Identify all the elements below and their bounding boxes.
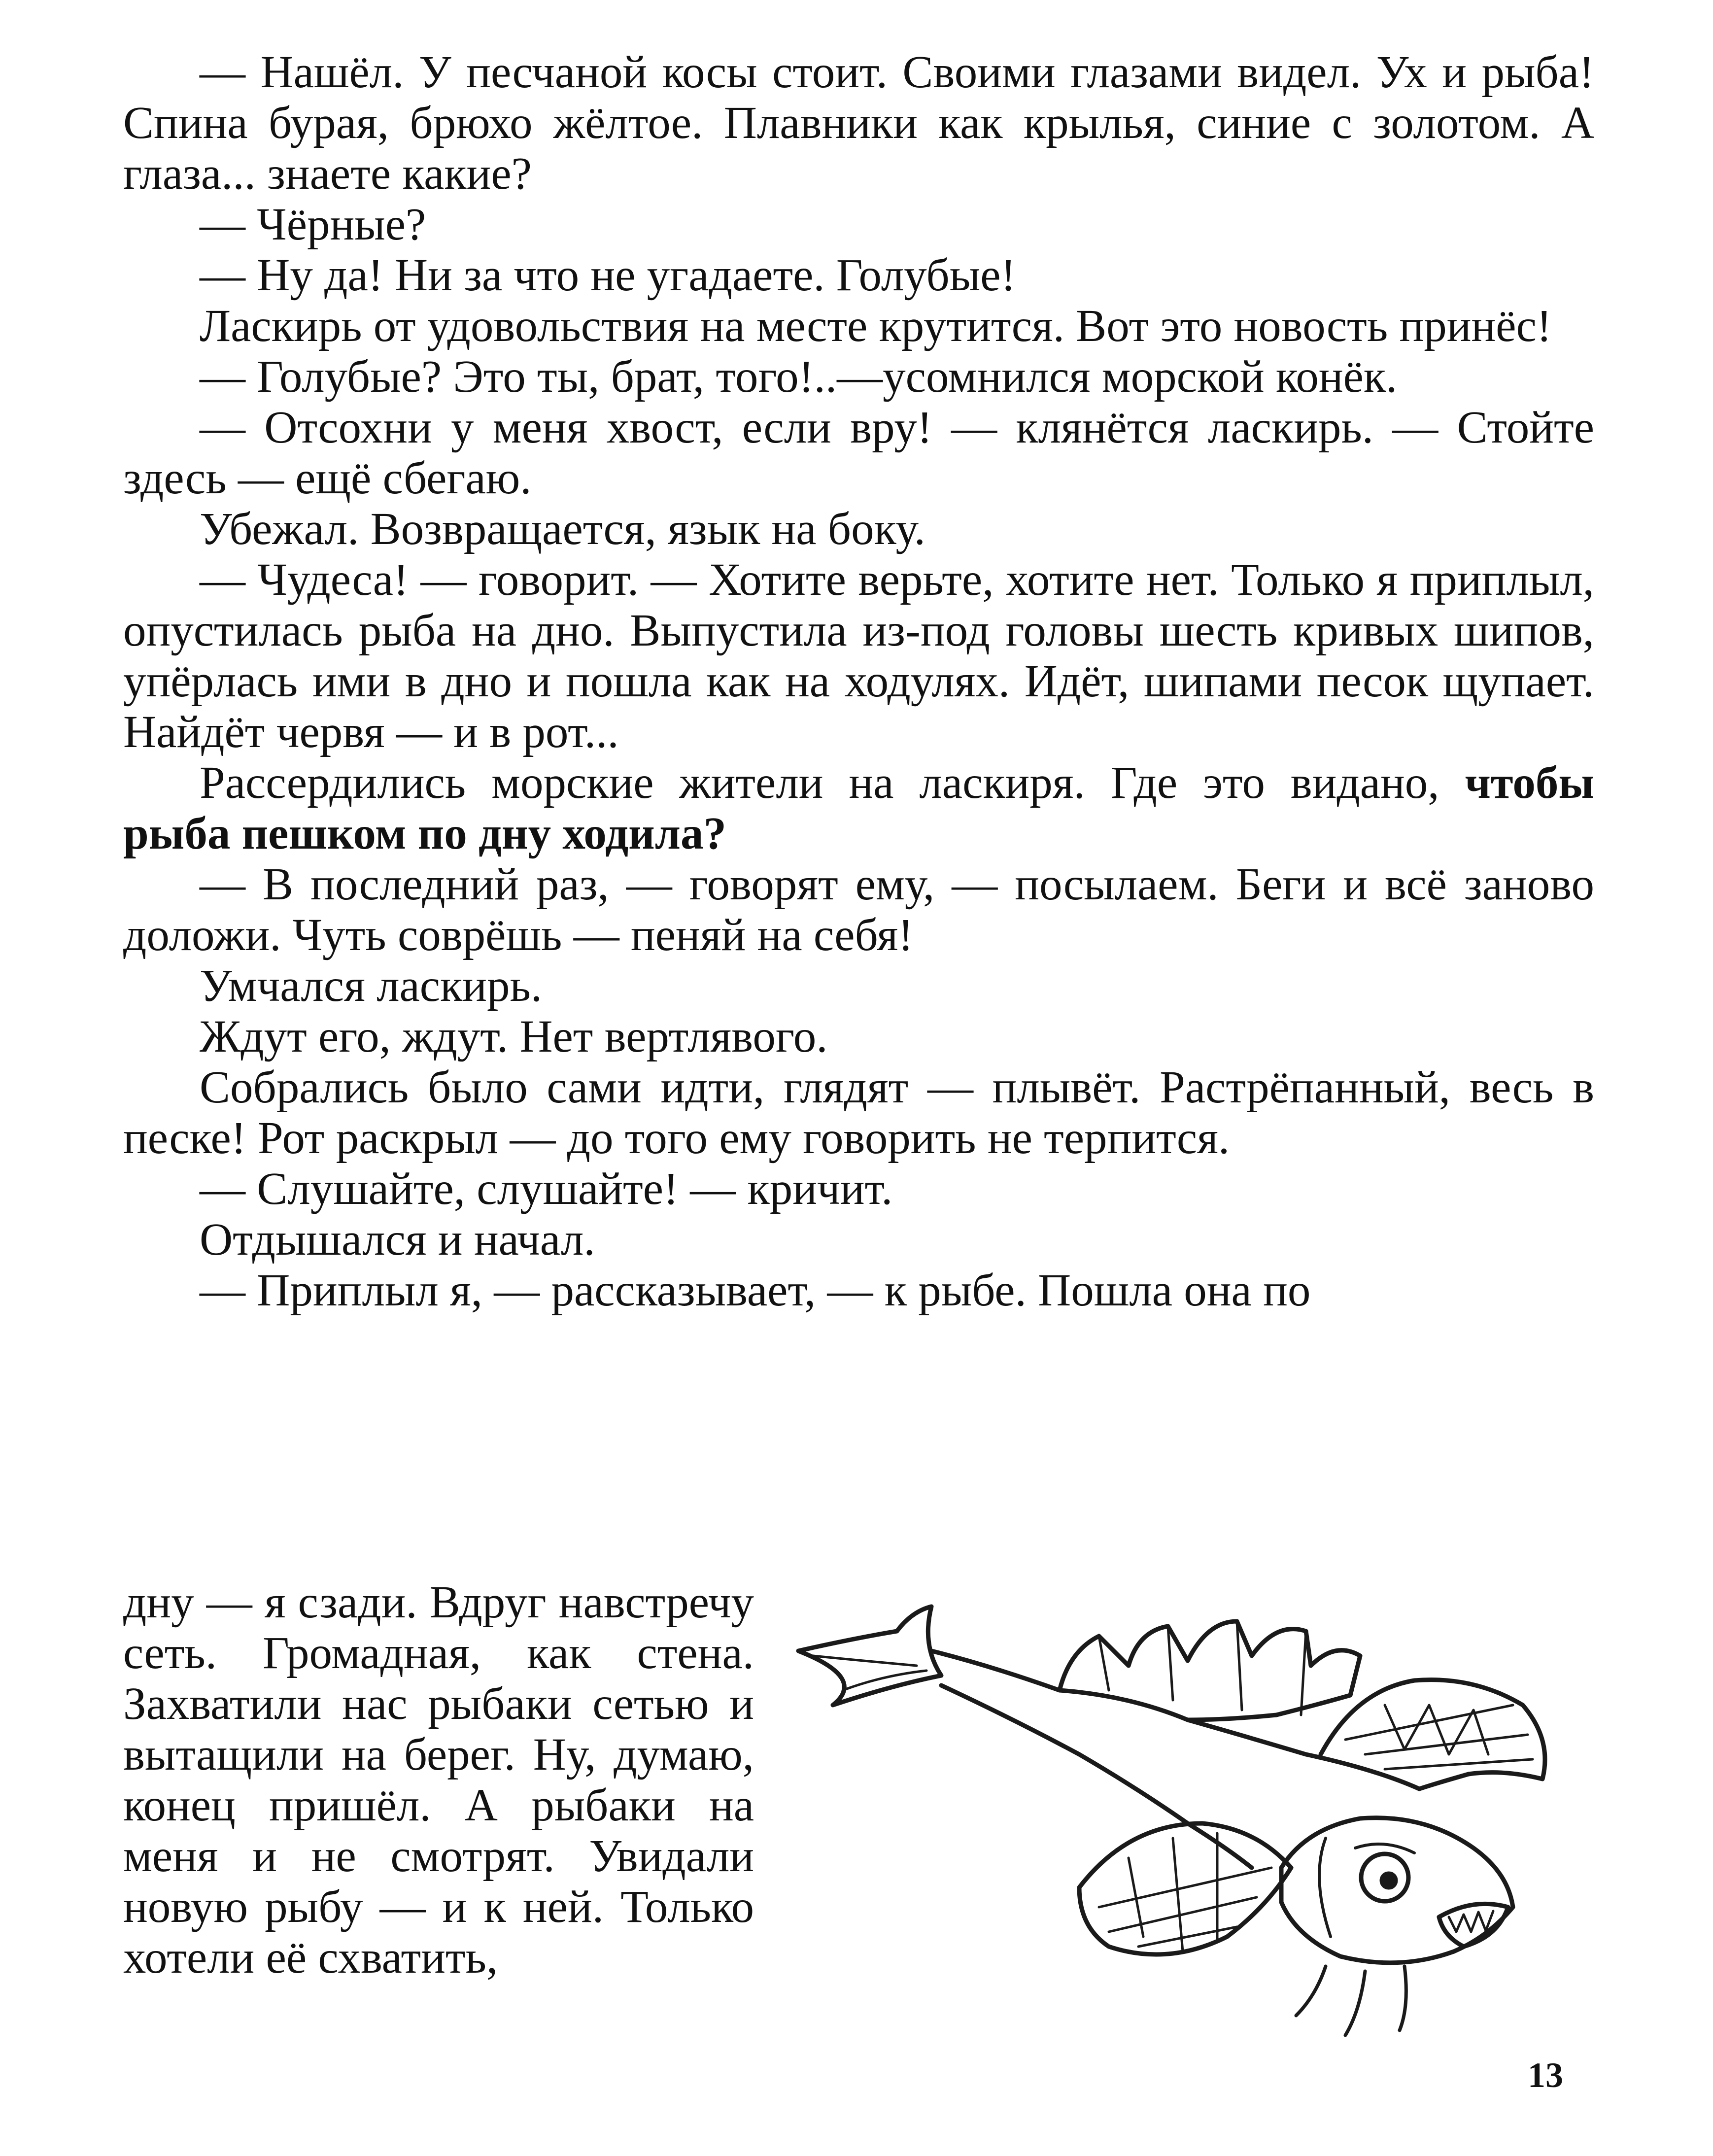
paragraph: Отдышался и начал. — [200, 1214, 595, 1265]
paragraph: — Чудеса! — говорит. — Хотите верьте, хотите нет. Только я приплыл, опустилась рыба на дно. Выпустила из-под головы шесть кривых шипов, упёрлась ими в дно и пошла как на ходулях. Идёт, шипами песок щупает. Найдёт червя — и в рот... — [123, 554, 1594, 757]
paragraph: Убежал. Возвращается, язык на боку. — [200, 504, 925, 554]
paragraph: Умчался ласкирь. — [200, 960, 543, 1011]
paragraph: — В последний раз, — говорят ему, — посылаем. Беги и всё заново доложи. Чуть соврёшь — пеняй на себя! — [123, 859, 1594, 960]
main-text — [123, 47, 1594, 1316]
wrapped-text-column — [123, 1577, 754, 1983]
paragraph: — Приплыл я, — рассказывает, — к рыбе. Пошла она по — [200, 1265, 1311, 1316]
paragraph: Собрались было сами идти, глядят — плывёт. Растрёпанный, весь в песке! Рот раскрыл — до того ему говорить не терпится. — [123, 1062, 1594, 1164]
wrapped-paragraph: дну — я сзади. Вдруг навстречу сеть. Громадная, как стена. Захватили нас рыбаки сетью и вытащили на берег. Ну, думаю, конец пришёл. А рыбаки на меня и не смотрят. Увидали новую рыбу — и к ней. Только хотели её схватить, — [123, 1577, 754, 1983]
paragraph — [123, 757, 1594, 859]
bold-phrase: чтобы рыба пешком по дну ходила? — [123, 757, 1594, 859]
paragraph-text: Рассердились морские жители на ласкиря. Где это видано, — [200, 757, 1465, 808]
paragraph: — Нашёл. У песчаной косы стоит. Своими глазами видел. Ух и рыба! Спина бурая, брюхо жёлтое. Плавники как крылья, синие с золотом. А глаза... знаете какие? — [123, 47, 1594, 199]
paragraph: — Ну да! Ни за что не угадаете. Голубые! — [200, 250, 1016, 301]
fish-illustration — [784, 1592, 1631, 2075]
page-number: 13 — [1528, 2055, 1563, 2095]
paragraph: Ждут его, ждут. Нет вертлявого. — [200, 1011, 828, 1062]
paragraph: — Голубые? Это ты, брат, того!..—усомнился морской конёк. — [200, 351, 1398, 402]
paragraph: — Отсохни у меня хвост, если вру! — клянётся ласкирь. — Стойте здесь — ещё сбегаю. — [123, 402, 1594, 504]
paragraph: Ласкирь от удовольствия на месте крутится. Вот это новость принёс! — [200, 301, 1552, 351]
paragraph: — Слушайте, слушайте! — кричит. — [200, 1164, 893, 1214]
paragraph: — Чёрные? — [200, 199, 426, 250]
